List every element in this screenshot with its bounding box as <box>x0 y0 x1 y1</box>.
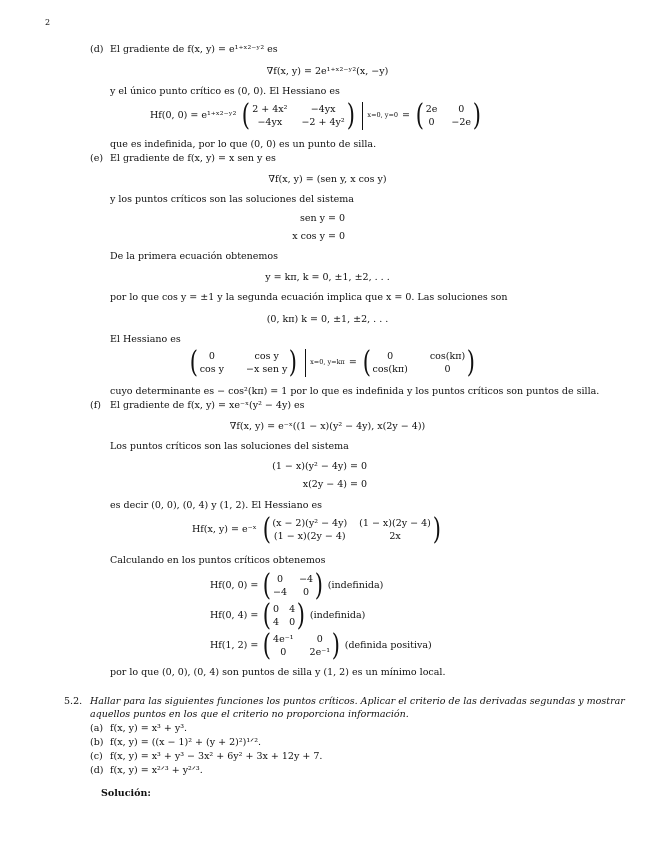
item-e-hess-intro: El Hessiano es <box>110 334 181 345</box>
matrix-cell: 0 <box>277 574 284 586</box>
item-f-eq2: x(2y − 4) = 0 <box>302 479 367 490</box>
problem-statement-line2: aquellos puntos en los que el criterio no proporciona información. <box>90 709 409 720</box>
item-f-eq1: (1 − x)(y² − 4y) = 0 <box>272 461 367 472</box>
hessian-e-matrix: ( 0 cos y cos y −x sen y ) <box>189 345 298 380</box>
item-f-points: es decir (0, 0), (0, 4) y (1, 2). El Hessiano es <box>110 500 322 511</box>
matrix-cell: cos(kπ) <box>372 363 408 375</box>
hessian-at-origin <box>210 568 384 603</box>
hessian-d-matrix: ( 2 + 4x² −4yx −4yx −2 + 4y² ) <box>242 98 355 133</box>
item-d-label: (d) <box>90 44 104 55</box>
hessian-left: Hf(1, 2) = <box>210 640 259 652</box>
matrix-cell: (x − 2)(y² − 4y) <box>272 518 348 530</box>
matrix-cell: −4 <box>273 586 288 598</box>
hessian-d-result: ( 2e 0 0 −2e ) <box>415 98 482 133</box>
item-e-solution: y = kπ, k = 0, ±1, ±2, . . . <box>265 272 390 283</box>
problem-number: 5.2. <box>64 696 83 707</box>
hessian-e-result: ( 0 cos(kπ) cos(kπ) 0 ) <box>362 345 476 380</box>
hessian-left: Hf(0, 0) = <box>210 580 259 592</box>
item-e-points: (0, kπ) k = 0, ±1, ±2, . . . <box>266 314 389 325</box>
matrix-cell: (1 − x)(2y − 4) <box>273 530 346 542</box>
matrix-cell: −x sen y <box>246 363 288 375</box>
evaluation-point: x=0, y=kπ <box>310 358 345 367</box>
problem-item-text: f(x, y) = x³ + y³. <box>110 723 188 734</box>
matrix-cell: 0 <box>444 363 451 375</box>
matrix-cell: 2x <box>389 530 401 542</box>
matrix-cell: cos y <box>254 351 279 363</box>
item-d-intro: El gradiente de f(x, y) = e¹⁺ˣ²⁻ʸ² es <box>110 44 278 55</box>
matrix-cell: 0 <box>428 116 435 128</box>
page-number: 2 <box>45 18 51 27</box>
hessian-f-matrix: ( (x − 2)(y² − 4y) (1 − x)(2y − 4) (1 − x)(2y − 4) 2x ) <box>262 512 441 547</box>
matrix-cell: 0 <box>303 586 310 598</box>
item-e-system-intro: y los puntos críticos son las soluciones del sistema <box>110 194 354 205</box>
matrix-cell: (1 − x)(2y − 4) <box>359 518 431 530</box>
item-e-hessian <box>188 345 477 380</box>
item-f-label: (f) <box>90 400 101 411</box>
hessian-note: (indefinida) <box>309 610 366 622</box>
matrix-cell: 2 + 4x² <box>252 104 288 116</box>
hessian-matrix: ( 0 4 4 0 ) <box>263 598 306 633</box>
matrix-cell: −2e <box>451 116 472 128</box>
hessian-matrix: ( 0 −4 −4 0 ) <box>263 568 324 603</box>
item-f-gradient: ∇f(x, y) = e⁻ˣ((1 − x)(y² − 4y), x(2y − 4)) <box>229 421 426 432</box>
matrix-cell: 0 <box>280 646 287 658</box>
hessian-d-left: Hf(0, 0) = e¹⁺ˣ²⁻ʸ² <box>150 110 237 122</box>
matrix-cell: 2e <box>425 104 438 116</box>
problem-item-label: (b) <box>90 737 104 748</box>
solution-heading: Solución: <box>101 788 151 799</box>
item-f-conclusion: por lo que (0, 0), (0, 4) son puntos de silla y (1, 2) es un mínimo local. <box>110 667 446 678</box>
item-e-second: por lo que cos y = ±1 y la segunda ecuación implica que x = 0. Las soluciones son <box>110 292 508 303</box>
hessian-f-left: Hf(x, y) = e⁻ˣ <box>192 524 257 536</box>
evaluation-point: x=0, y=0 <box>367 111 399 120</box>
problem-item-label: (a) <box>90 723 104 734</box>
item-e-conclusion: cuyo determinante es − cos²(kπ) = 1 por lo que es indefinida y los puntos críticos son puntos de silla. <box>110 386 600 397</box>
hessian-at-0-4 <box>210 598 366 633</box>
problem-item-label: (c) <box>90 751 103 762</box>
item-d-gradient: ∇f(x, y) = 2e¹⁺ˣ²⁻ʸ²(x, −y) <box>266 66 389 77</box>
item-d-hessian <box>150 98 483 133</box>
hessian-note: (definida positiva) <box>344 640 432 652</box>
matrix-cell: 2e⁻¹ <box>309 646 331 658</box>
problem-item-text: f(x, y) = x³ + y³ − 3x² + 6y² + 3x + 12y + 7. <box>110 751 323 762</box>
item-e-label: (e) <box>90 153 104 164</box>
matrix-cell: 0 <box>458 104 465 116</box>
matrix-cell: 0 <box>387 351 394 363</box>
matrix-cell: cos y <box>199 363 225 375</box>
problem-item-text: f(x, y) = ((x − 1)² + (y + 2)²)¹ᐟ². <box>110 737 262 748</box>
item-f-system-intro: Los puntos críticos son las soluciones del sistema <box>110 441 349 452</box>
item-e-gradient: ∇f(x, y) = (sen y, x cos y) <box>268 174 387 185</box>
problem-item-label: (d) <box>90 765 104 776</box>
hessian-note: (indefinida) <box>327 580 384 592</box>
matrix-cell: 4e⁻¹ <box>273 634 294 646</box>
item-f-eval-intro: Calculando en los puntos críticos obtenemos <box>110 555 326 566</box>
item-d-critical: y el único punto crítico es (0, 0). El Hessiano es <box>110 86 340 97</box>
equals-sign: = <box>402 110 411 122</box>
item-e-first-eq: De la primera ecuación obtenemos <box>110 251 279 262</box>
matrix-cell: −4 <box>299 574 314 586</box>
matrix-cell: 0 <box>289 616 296 628</box>
matrix-cell: 0 <box>316 634 323 646</box>
matrix-cell: cos(kπ) <box>429 351 466 363</box>
matrix-cell: −4yx <box>257 116 283 128</box>
matrix-cell: 0 <box>273 604 280 616</box>
item-f-hessian <box>192 512 443 547</box>
evaluation-bar <box>362 102 363 130</box>
problem-statement-line1: Hallar para las siguientes funciones los puntos críticos. Aplicar el criterio de las derivadas segundas y mostrar <box>90 696 625 707</box>
item-f-intro: El gradiente de f(x, y) = xe⁻ˣ(y² − 4y) es <box>110 400 305 411</box>
item-e-eq2: x cos y = 0 <box>292 231 345 242</box>
problem-item-text: f(x, y) = x²ᐟ³ + y²ᐟ³. <box>110 765 203 776</box>
item-e-eq1: sen y = 0 <box>299 213 345 224</box>
item-e-intro: El gradiente de f(x, y) = x sen y es <box>110 153 276 164</box>
matrix-cell: 4 <box>273 616 280 628</box>
matrix-cell: 0 <box>208 351 215 363</box>
item-d-conclusion: que es indefinida, por lo que (0, 0) es un punto de silla. <box>110 139 377 150</box>
matrix-cell: 4 <box>289 604 296 616</box>
hessian-left: Hf(0, 4) = <box>210 610 259 622</box>
hessian-at-1-2 <box>210 628 432 663</box>
evaluation-bar <box>305 349 306 377</box>
hessian-matrix: ( 4e⁻¹ 0 0 2e⁻¹ ) <box>263 628 341 663</box>
matrix-cell: −2 + 4y² <box>301 116 345 128</box>
equals-sign: = <box>348 357 357 369</box>
matrix-cell: −4yx <box>310 104 336 116</box>
